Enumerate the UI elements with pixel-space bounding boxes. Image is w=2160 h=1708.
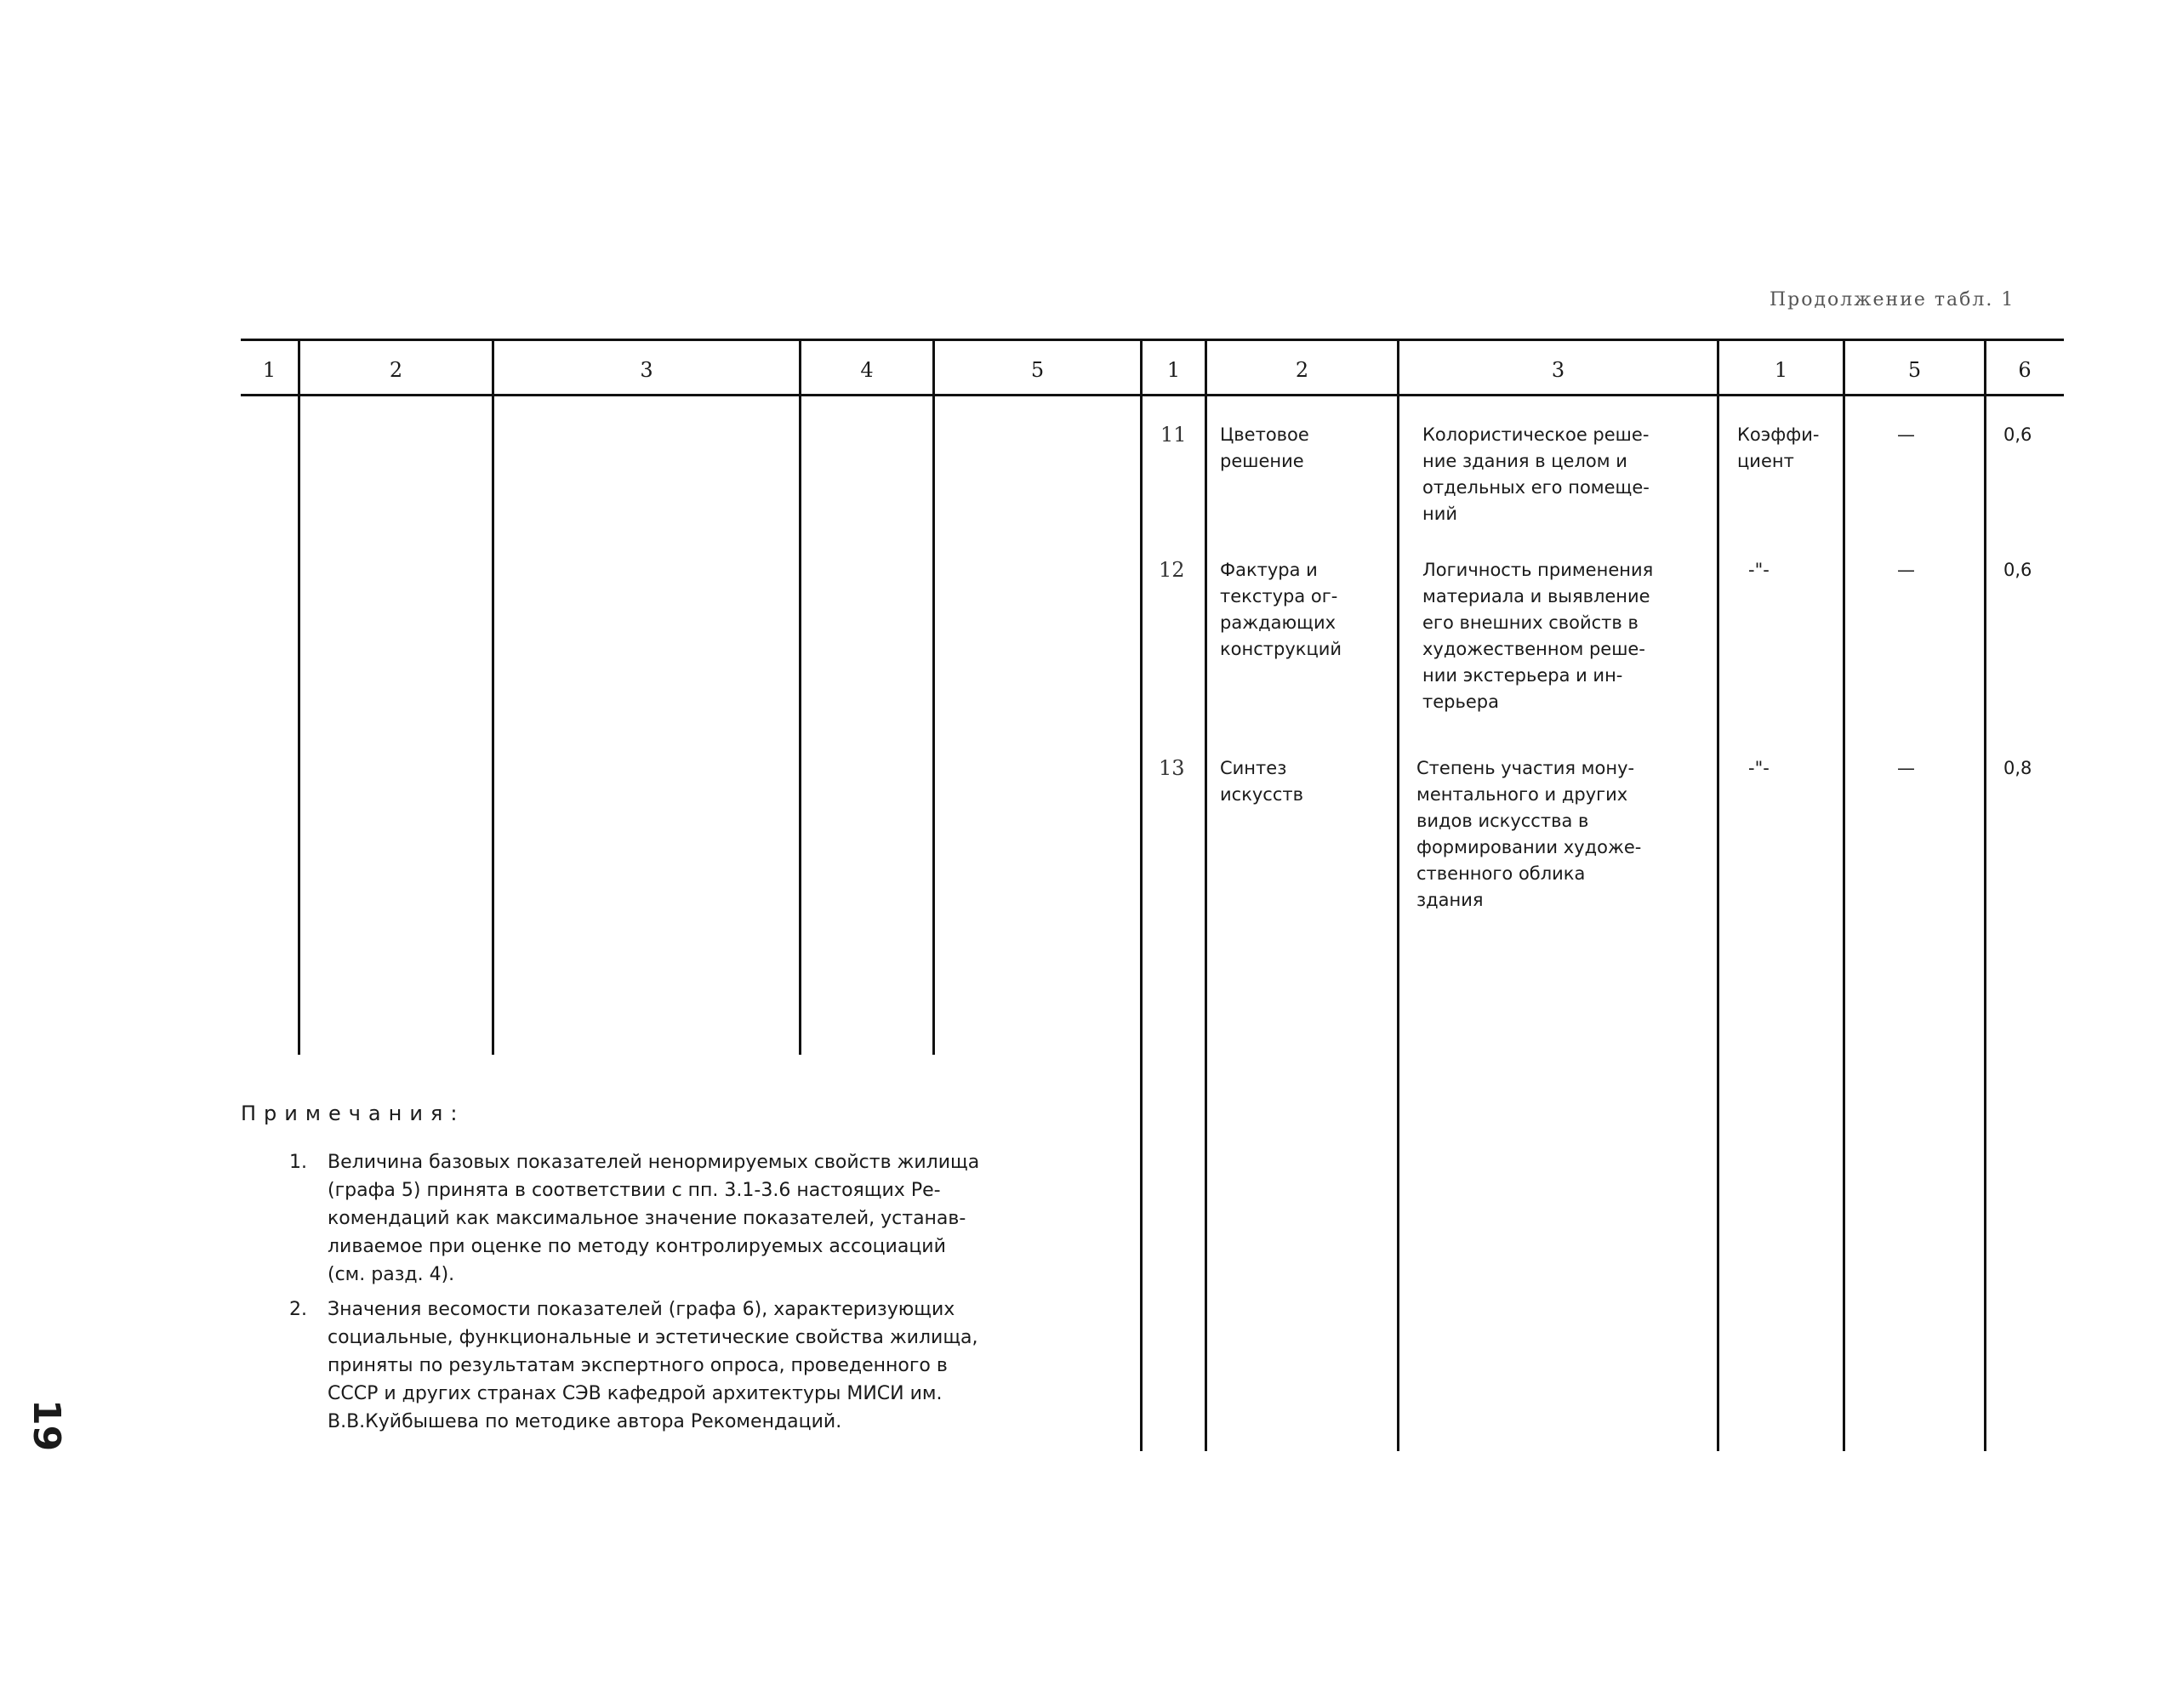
col-divider [1397, 339, 1399, 1451]
row-weight: 0,8 [2003, 758, 2032, 778]
col-divider [298, 339, 300, 1055]
col-header: 4 [860, 358, 874, 382]
col-header: 2 [389, 358, 403, 382]
col-divider [932, 339, 935, 1055]
col-header: 3 [1551, 358, 1565, 382]
row-weight: 0,6 [2003, 424, 2032, 445]
row-name: Синтез искусств [1220, 758, 1304, 805]
note-text: Значения весомости показателей (графа 6), характеризующих социальные, функциональные и эстетические свойства жилища, приняты по результатам экспертного опроса, проведенного в СССР и других странах СЭВ кафедрой архитектуры МИСИ им. В.В.Куйбышева по методике автора Рекомендаций. [328, 1299, 978, 1432]
row-description: Логичность применения материала и выявление его внешних свойств в художественном реше- нии экстерьера и ин- терьера [1422, 560, 1654, 712]
row-number: 13 [1159, 756, 1185, 780]
col-header: 1 [1166, 358, 1181, 382]
col-divider [492, 339, 494, 1055]
note-number: 2. [289, 1299, 307, 1320]
note-number: 1. [289, 1152, 307, 1173]
row-description: Колористическое реше- ние здания в целом и отдельных его помеще- ний [1422, 424, 1650, 524]
row-number: 11 [1160, 423, 1187, 447]
table-header-rule [241, 394, 2064, 396]
row-base: — [1897, 560, 1915, 580]
row-unit: -"- [1748, 560, 1770, 580]
note-text: Величина базовых показателей ненормируемых свойств жилища (графа 5) принята в соответствии с пп. 3.1-3.6 настоящих Ре- комендаций как максимальное значение показателей, устанав- ливаемое при оценке по методу контролируемых ассоциаций (см. разд. 4). [328, 1152, 980, 1285]
row-name: Фактура и текстура ог- раждающих конструкций [1220, 560, 1342, 659]
col-divider [1717, 339, 1719, 1451]
col-divider [1984, 339, 1986, 1451]
col-header: 5 [1030, 358, 1045, 382]
col-divider [799, 339, 801, 1055]
table-caption: Продолжение табл. 1 [1770, 289, 2015, 310]
page-number: 19 [25, 1399, 68, 1452]
row-unit: Коэффи- циент [1737, 424, 1820, 471]
row-base: — [1897, 424, 1915, 445]
row-base: — [1897, 758, 1915, 778]
row-description: Степень участия мону- ментального и других видов искусства в формировании художе- ственного облика здания [1416, 758, 1642, 910]
col-header: 3 [640, 358, 653, 382]
row-number: 12 [1159, 558, 1185, 582]
col-divider [1205, 339, 1207, 1451]
row-unit: -"- [1748, 758, 1770, 778]
col-header: 1 [1774, 358, 1788, 382]
notes-title: Примечания: [241, 1102, 465, 1125]
row-weight: 0,6 [2003, 560, 2032, 580]
col-header: 5 [1907, 358, 1922, 382]
col-header: 1 [262, 358, 276, 382]
row-name: Цветовое решение [1220, 424, 1309, 471]
col-header: 6 [2018, 358, 2032, 382]
col-divider [1843, 339, 1845, 1451]
table-top-rule [241, 339, 2064, 341]
col-header: 2 [1295, 358, 1309, 382]
col-divider [1140, 339, 1143, 1451]
